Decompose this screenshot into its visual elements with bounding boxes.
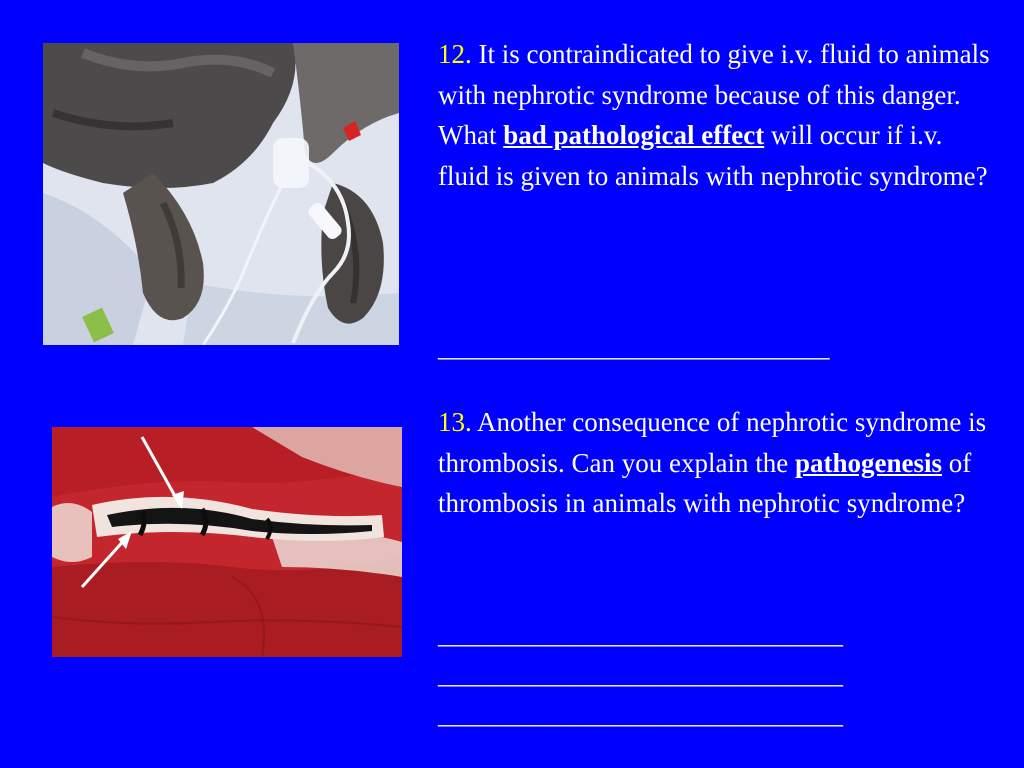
question-13-answer-line-1[interactable]: ______________________________ xyxy=(438,619,843,649)
question-13-number: 13 xyxy=(438,407,465,437)
question-13-emphasis: pathogenesis xyxy=(794,447,942,478)
question-12-emphasis: bad pathological effect xyxy=(503,120,765,150)
question-12 xyxy=(438,34,998,196)
lung-thrombus-photo xyxy=(52,427,402,657)
question-13-answer-line-3[interactable]: ______________________________ xyxy=(438,699,843,729)
question-13-answer-line-2[interactable]: ______________________________ xyxy=(438,659,843,689)
question-12-number: 12 xyxy=(438,39,465,69)
lung-thrombus-illustration xyxy=(52,427,402,657)
cat-iv-illustration xyxy=(43,43,399,345)
question-12-answer-line[interactable]: _____________________________ xyxy=(438,332,830,362)
question-13-text-after: of thrombosis in animals with nephrotic syndrome? xyxy=(438,447,972,518)
cat-iv-photo xyxy=(43,43,399,345)
question-12-text-after: will occur if i.v. fluid is given to animals with nephrotic syndrome? xyxy=(438,120,988,191)
question-13 xyxy=(438,402,998,524)
question-13-text-before: . Another consequence of nephrotic syndrome is thrombosis. Can you explain the xyxy=(438,407,987,478)
question-12-text-before: . It is contraindicated to give i.v. fluid to animals with nephrotic syndrome because of this danger. What xyxy=(438,39,990,150)
